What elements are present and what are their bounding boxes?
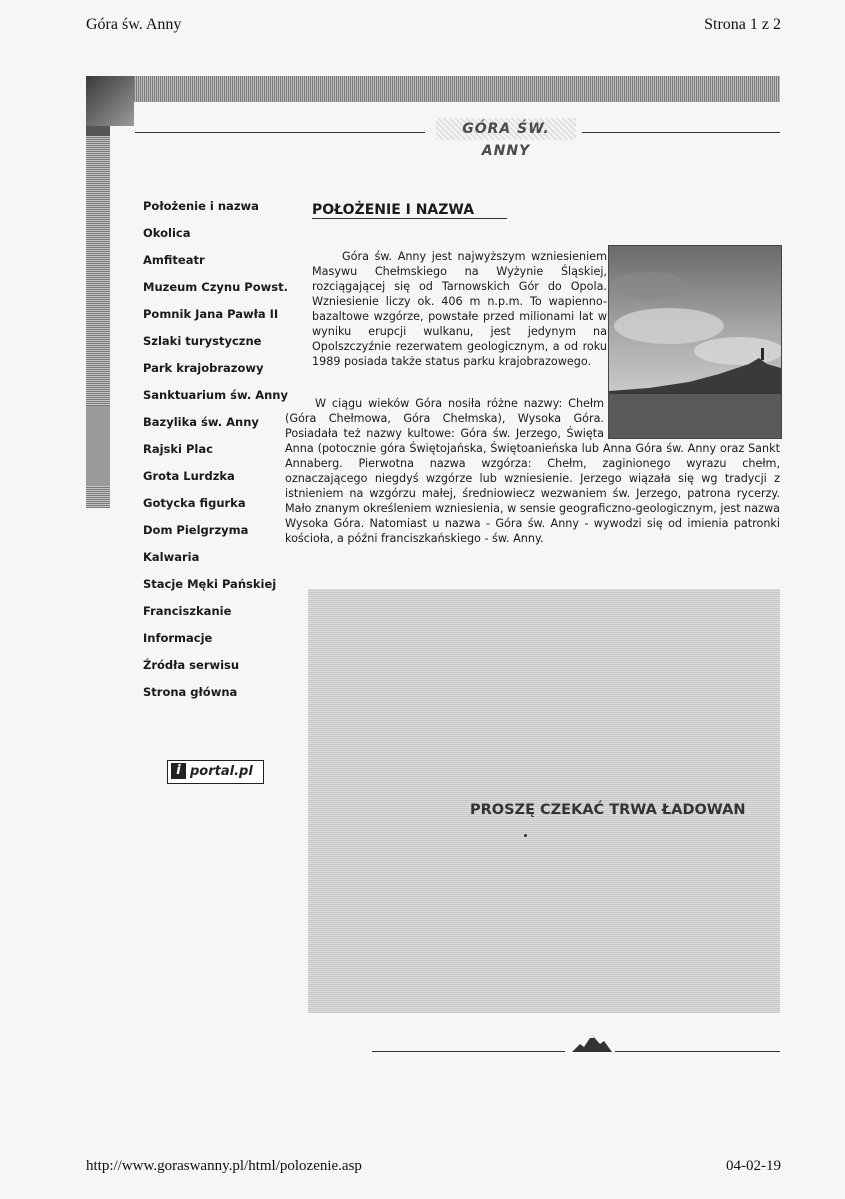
iportal-logo-mark: i — [171, 763, 186, 779]
nav-link-szlaki[interactable]: Szlaki turystyczne — [143, 334, 262, 348]
article-title-underline — [312, 218, 507, 219]
banner-rule-right — [582, 132, 780, 133]
nav-link-amfiteatr[interactable]: Amfiteatr — [143, 253, 205, 267]
print-footer — [86, 1158, 781, 1182]
nav-link-polozenie[interactable]: Położenie i nazwa — [143, 199, 259, 213]
banner-left-bar — [86, 76, 110, 508]
article-title: POŁOŻENIE I NAZWA — [312, 202, 475, 218]
nav-link-muzeum[interactable]: Muzeum Czynu Powst. — [143, 280, 288, 294]
nav-link-figurka[interactable]: Gotycka figurka — [143, 496, 246, 510]
nav-link-bazylika[interactable]: Bazylika św. Anny — [143, 415, 259, 429]
iportal-logo[interactable] — [167, 760, 264, 784]
article-paragraph-2 — [285, 396, 780, 546]
mountain-icon — [572, 1032, 612, 1052]
article-paragraph-2-text: W ciągu wieków Góra nosiła różne nazwy: Chełm (Góra Chełmowa, Góra Chełmska), Wysoka Góra. Posiadała też nazwy kultowe: Góra św. Jerzego, Święta Anna (potocznie góra Świętojańska, Świętoanieńska lub Anna Góra św. Anny oraz Sankt Annaberg. Pierwotna nazwa wzgórza: Chełm, zaginionego wyrazu chełm, oznaczającego niegdyś wzgórze lub wzniesienie. Jerzego wiązała się wg tradycji z istnieniem na wzgórzu małej, średniowiecz wezwaniem św. Jerzego, patrona rycerzy. Mało znanym określeniem wzniesienia, w sensie geograficzno-geologicznym, jest nazwa Wysoka Góra. Natomiast u nazwa - Góra św. Anny - wywodzi się od imienia patronki kościoła, a późni franciszkańskiego - św. Anny. — [285, 397, 780, 545]
article-paragraph-1 — [312, 249, 607, 369]
nav-link-informacje[interactable]: Informacje — [143, 631, 213, 645]
nav-link-zrodla[interactable]: Źródła serwisu — [143, 658, 240, 672]
nav-link-okolica[interactable]: Okolica — [143, 226, 191, 240]
banner-rule-left — [135, 132, 425, 133]
nav-link-rajski-plac[interactable]: Rajski Plac — [143, 442, 213, 456]
print-footer-url[interactable]: http://www.goraswanny.pl/html/polozenie.asp — [86, 1158, 362, 1174]
loading-message: PROSZĘ CZEKAĆ TRWA ŁADOWAN — [470, 802, 746, 818]
loading-box — [308, 589, 780, 1013]
left-bar-mid-block — [86, 406, 110, 486]
print-header-title: Góra św. Anny — [86, 16, 182, 33]
site-logo[interactable]: GÓRA ŚW. ANNY — [436, 118, 576, 140]
footer-rule-right — [615, 1051, 780, 1052]
nav-link-strona-glowna[interactable]: Strona główna — [143, 685, 238, 699]
nav-link-dom-pielgrzyma[interactable]: Dom Pielgrzyma — [143, 523, 249, 537]
nav-link-stacje[interactable]: Stacje Męki Pańskiej — [143, 577, 277, 591]
nav-link-grota[interactable]: Grota Lurdzka — [143, 469, 235, 483]
nav-link-sanktuarium[interactable]: Sanktuarium św. Anny — [143, 388, 288, 402]
print-header — [86, 16, 781, 40]
footer-rule-left — [372, 1051, 565, 1052]
nav-link-franciszkanie[interactable]: Franciszkanie — [143, 604, 232, 618]
nav-link-park[interactable]: Park krajobrazowy — [143, 361, 264, 375]
nav-link-kalwaria[interactable]: Kalwaria — [143, 550, 200, 564]
loading-dot — [524, 834, 527, 837]
article-paragraph-1-text: Góra św. Anny jest najwyższym wzniesieniem Masywu Chełmskiego na Wyżynie Śląskiej, rozciągającej się od Tarnowskich Gór do Opola. Wzniesienie liczy ok. 406 m n.p.m. To wapienno-bazaltowe wzgórze, powstałe przed milionami lat w wyniku erupcji wulkanu, jest jedynym na Opolszczyźnie rezerwatem geologicznym, a od roku 1989 posiada także status parku krajobrazowego. — [312, 250, 607, 368]
iportal-logo-text: portal.pl — [190, 764, 253, 779]
nav-link-pomnik[interactable]: Pomnik Jana Pawła II — [143, 307, 279, 321]
banner-corner — [86, 76, 134, 126]
print-footer-date: 04-02-19 — [726, 1158, 781, 1174]
banner-top-bar — [86, 76, 780, 102]
print-header-page: Strona 1 z 2 — [704, 16, 781, 33]
sidebar-nav — [143, 199, 288, 712]
